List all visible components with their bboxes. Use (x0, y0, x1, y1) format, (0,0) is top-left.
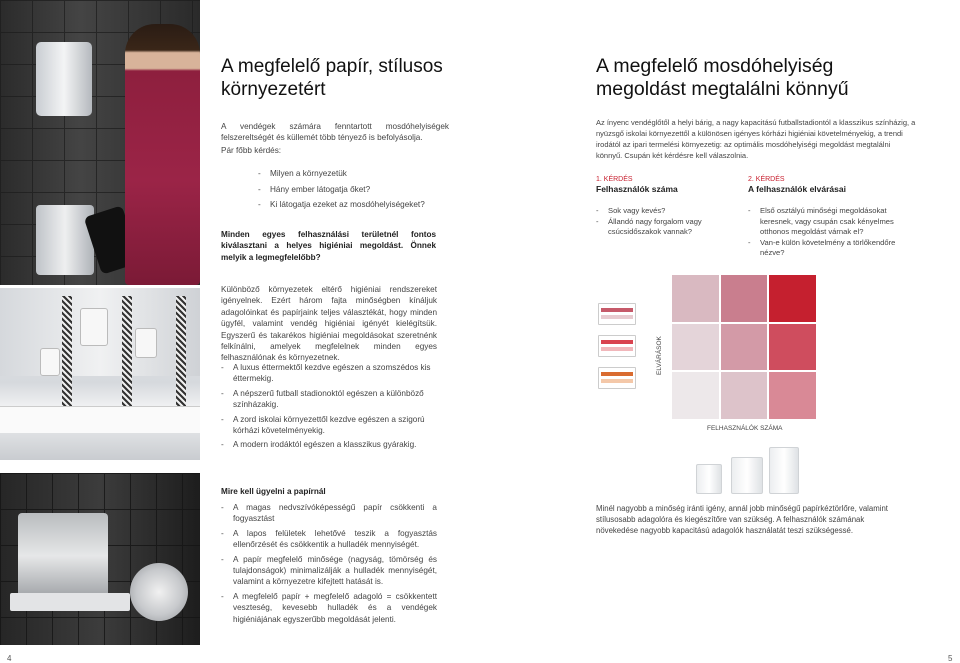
q2-label: 2. KÉRDÉS (748, 176, 785, 183)
dispenser-small (696, 464, 722, 494)
paper-points-list (221, 502, 437, 625)
q1-label: 1. KÉRDÉS (596, 176, 633, 183)
questions-lead: Pár főbb kérdés: (221, 146, 282, 155)
q1-points (596, 206, 716, 238)
matrix-cell (721, 275, 768, 322)
questions-list (258, 166, 458, 213)
matrix-cell (769, 324, 816, 371)
q2-title: A felhasználók elvárásai (748, 184, 846, 194)
list-item: - A luxus éttermektől kezdve egészen a szomszédos kis éttermekig. (221, 362, 439, 385)
dark-tile-washroom-photo (0, 473, 200, 645)
list-item: - Sok vagy kevés? (596, 206, 716, 217)
paper-pack-premium (598, 303, 636, 325)
left-page-title: A megfelelő papír, stílusos környezetért (221, 56, 443, 100)
matrix-cell (672, 324, 719, 371)
list-item: - A lapos felületek lehetővé teszik a fogyasztás ellenőrzését és csökkentik a hulladék mennyiségét. (221, 528, 437, 551)
left-body: Különböző környezetek eltérő higiéniai rendszereket igényelnek. Ezért három fajta minőségben kínáljuk adagolóinkat és papírjaink teljes választékát, hogy minden ügyfél, valamint vendég higiéniai igényét kielégítsük. Egyszerű és takarékos higiéniai megoldásokat szeretnénk felkínálni, amelyek megfelelnek minden egyes felhasználónak és környezetnek. (221, 285, 437, 363)
examples-list (221, 362, 439, 451)
axis-x-label: FELHASZNÁLÓK SZÁMA (707, 425, 783, 432)
right-closing: Minél nagyobb a minőség iránti igény, annál jobb minőségű papírkéztörlőre, valamint stílusosabb adagolóra és kiegészítőre van szükség. A felhasználók számának növekedése nagyobb kapacitású adagolók használatát teszi szükségessé. (596, 504, 888, 535)
list-item: - A papír megfelelő minősége (nagyság, tömörség és tulajdonságok) minimalizálják a hulladék mennyiségét, valamint a környezetre kifejtett hatását is. (221, 554, 437, 588)
matrix-cell (672, 372, 719, 419)
matrix-cell (672, 275, 719, 322)
matrix-cell (769, 275, 816, 322)
list-item: - A megfelelő papír + megfelelő adagoló = csökkentett veszteség, kevesebb hulladék és a vendégek higiéniájának egyszerűbb megoldását jelenti. (221, 591, 437, 625)
list-item: - Van-e külön követelmény a törlőkendőre nézve? (748, 238, 900, 259)
list-item: - Ki látogatja ezeket az mosdóhelyiségeket? (258, 197, 458, 213)
woman-washroom-photo (0, 0, 200, 285)
right-page-number: 5 (948, 654, 953, 663)
right-intro: Az ínyenc vendéglőtől a helyi bárig, a nagy kapacitású futballstadiontól a klasszikus színházig, a nyüzsgő iskolai környezettől a különösen igényes kórházi higiéniai követelményekig, a trendi irodától az ipari termelési környezetig: az optimális mosdóhelyiségi megoldást megtalálni könnyű. Csupán két kérdésre kell válaszolnia. (596, 118, 916, 160)
right-page-title: A megfelelő mosdóhelyiség megoldást megtalálni könnyű (596, 55, 849, 101)
list-item: - Első osztályú minőségi megoldásokat keresnek, vagy csupán csak kényelmes otthonos megoldást várnak el? (748, 206, 900, 238)
washroom-sinks-photo (0, 288, 200, 460)
matrix-cell (769, 372, 816, 419)
left-page-number: 4 (7, 654, 12, 663)
matrix-cell (721, 372, 768, 419)
paper-heading: Mire kell ügyelni a papírnál (221, 487, 326, 496)
q1-title: Felhasználók száma (596, 184, 678, 194)
paper-pack-standard (598, 335, 636, 357)
list-item: - A zord iskolai környezettől kezdve egészen a szigorú kórházi követelményekig. (221, 414, 439, 437)
expectation-user-matrix (672, 275, 816, 419)
list-item: - A népszerű futball stadionoktól egészen a különböző színházakig. (221, 388, 439, 411)
left-intro: A vendégek számára fenntartott mosdóhelyiségek felszereltségét és küllemét több tényező is befolyásolja. (221, 122, 449, 143)
list-item: - Hány ember látogatja őket? (258, 182, 458, 198)
dispenser-medium (731, 457, 763, 494)
paper-pack-basic (598, 367, 636, 389)
list-item: - Milyen a környezetük (258, 166, 458, 182)
list-item: - Állandó nagy forgalom vagy csúcsidőszakok vannak? (596, 217, 716, 238)
axis-y-label: ELVÁRÁSOK (656, 336, 663, 375)
bold-question: Minden egyes felhasználási területnél fontos kiválasztani a helyes higiéniai megoldást. Önnek melyik a legmegfelelőbb? (221, 230, 436, 262)
list-item: - A magas nedvszívóképességű papír csökkenti a fogyasztást (221, 502, 437, 525)
list-item: - A modern irodáktól egészen a klasszikus gyárakig. (221, 439, 439, 450)
matrix-cell (721, 324, 768, 371)
q2-points (748, 206, 900, 259)
dispenser-large (769, 447, 799, 494)
